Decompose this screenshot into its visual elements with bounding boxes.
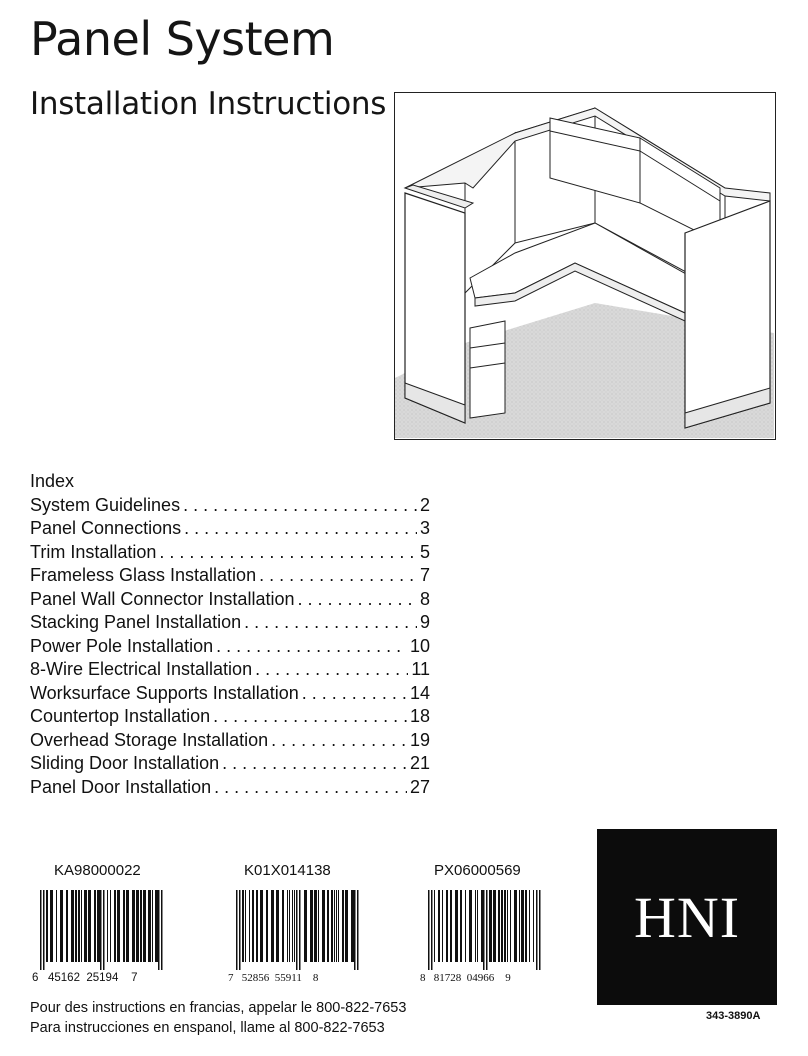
upc-digits: 7 52856 55911 8 [228, 972, 319, 984]
barcode-bar [450, 890, 452, 962]
barcode-code: PX06000569 [434, 862, 521, 879]
barcode-3 [420, 862, 580, 992]
upc-digits: 6 45162 25194 7 [32, 972, 138, 984]
index [30, 470, 430, 799]
barcode-bar [477, 890, 478, 962]
barcode-guard-bar [161, 890, 163, 970]
index-entry [30, 682, 430, 706]
barcode-bar [97, 890, 100, 962]
index-entry-label: Power Pole Installation [30, 635, 214, 656]
hni-logo [597, 829, 777, 1005]
index-entry-page: 8 [419, 588, 430, 609]
barcode-bars [228, 890, 368, 970]
barcode-bar [242, 890, 244, 962]
barcode-guard-bar [486, 890, 488, 970]
cubicle-illustration [394, 92, 776, 440]
index-entry-page: 11 [411, 659, 430, 679]
barcode-bar [521, 890, 524, 962]
barcode-2 [228, 862, 388, 992]
index-entry-page: 14 [409, 682, 430, 703]
barcode-bar [117, 890, 120, 962]
barcode-bar [334, 890, 335, 962]
index-entry-label: Stacking Panel Installation [30, 612, 242, 632]
index-entry-leader [184, 517, 417, 541]
index-entry-page: 18 [409, 706, 430, 726]
index-entry-leader [159, 541, 417, 565]
index-entry-leader [222, 752, 407, 776]
index-entry-page: 21 [409, 753, 430, 773]
index-entry-label: Trim Installation [30, 541, 157, 562]
barcode-bar [351, 890, 354, 962]
barcode-bar [434, 890, 435, 962]
barcode-bar [282, 890, 284, 962]
barcode-bars [420, 890, 550, 970]
barcode-bar [331, 890, 333, 962]
barcode-bar [345, 890, 348, 962]
barcode-bar [489, 890, 492, 962]
barcode-bar [94, 890, 96, 962]
barcode-bar [519, 890, 520, 962]
barcode-bar [438, 890, 440, 962]
barcode-bar [465, 890, 466, 962]
index-entry [30, 635, 430, 659]
barcode-bar [78, 890, 80, 962]
barcode-bar [249, 890, 250, 962]
barcode-bar [245, 890, 246, 962]
barcode-bar [71, 890, 74, 962]
upc-digits: 8 81728 04966 9 [420, 972, 511, 984]
barcode-bar [46, 890, 48, 962]
barcode-guard-bar [236, 890, 238, 970]
index-entry-page: 5 [419, 541, 430, 562]
barcode-bar [256, 890, 258, 962]
french-instructions: Pour des instructions en francias, appelar le 800-822-7653 [30, 1000, 407, 1016]
barcode-bar [481, 890, 483, 962]
index-entry-label: Overhead Storage Installation [30, 729, 269, 750]
index-entry-page: 7 [419, 565, 430, 585]
barcode-bar [287, 890, 288, 962]
index-entry [30, 752, 430, 776]
index-entry-page: 3 [419, 518, 430, 538]
barcode-bar [336, 890, 337, 962]
barcode-guard-bar [354, 890, 356, 970]
barcode-bar [266, 890, 268, 962]
document-title: Panel System [30, 12, 335, 66]
barcode-bar [342, 890, 344, 962]
index-entry-page: 27 [409, 776, 430, 797]
index-entry [30, 494, 430, 518]
index-entry [30, 705, 430, 729]
barcode-bar [155, 890, 158, 962]
barcode-guard-bar [103, 890, 105, 970]
index-entry [30, 776, 430, 800]
barcode-bar [510, 890, 511, 962]
barcode-bar [314, 890, 317, 962]
index-entry-page: 9 [419, 612, 430, 632]
barcode-bar [136, 890, 139, 962]
barcode-bar [289, 890, 290, 962]
barcode-bar [514, 890, 517, 962]
index-entry-page: 10 [409, 635, 430, 656]
barcode-bar [460, 890, 462, 962]
barcode-bar [56, 890, 57, 962]
index-heading: Index [30, 471, 75, 491]
barcode-bar [446, 890, 448, 962]
barcode-guard-bar [100, 890, 102, 970]
barcode-bar [533, 890, 534, 962]
index-entry-leader [297, 588, 417, 612]
barcode-bar [152, 890, 153, 962]
barcode-bar [304, 890, 307, 962]
index-entry-label: Panel Wall Connector Installation [30, 588, 295, 609]
index-entry-leader [183, 494, 417, 518]
barcode-bar [110, 890, 111, 962]
barcode-bar [338, 890, 339, 962]
barcode-bar [529, 890, 530, 962]
barcode-guard-bar [43, 890, 45, 970]
barcode-guard-bar [539, 890, 541, 970]
index-entry-label: Frameless Glass Installation [30, 565, 257, 585]
barcode-bar [126, 890, 129, 962]
barcode-bar [276, 890, 279, 962]
barcode-bar [75, 890, 77, 962]
barcode-bar [310, 890, 313, 962]
index-entry-leader [214, 776, 407, 800]
barcode-bar [322, 890, 325, 962]
barcode-guard-bar [296, 890, 298, 970]
barcode-bar [114, 890, 116, 962]
barcode-bar [525, 890, 527, 962]
barcode-guard-bar [357, 890, 359, 970]
index-entry-leader [255, 658, 408, 682]
barcode-bar [501, 890, 503, 962]
barcode-1 [32, 862, 192, 992]
index-entry [30, 517, 430, 541]
barcode-bar [123, 890, 125, 962]
spanish-instructions: Para instrucciones en enspanol, llame al 800-822-7653 [30, 1020, 385, 1036]
barcode-bar [50, 890, 53, 962]
index-entry-page: 2 [419, 494, 430, 515]
index-entry-label: Panel Connections [30, 518, 182, 538]
index-entry [30, 611, 430, 635]
index-entry-leader [213, 705, 407, 729]
barcode-code: KA98000022 [54, 862, 141, 879]
barcode-bar [260, 890, 263, 962]
barcode-bar [132, 890, 135, 962]
barcode-bar [66, 890, 68, 962]
barcode-bar [507, 890, 508, 962]
barcode-bar [148, 890, 151, 962]
barcode-code: K01X014138 [244, 862, 331, 879]
barcode-bar [81, 890, 82, 962]
index-entry-label: Sliding Door Installation [30, 753, 220, 773]
barcode-bars [32, 890, 172, 970]
barcode-guard-bar [299, 890, 301, 970]
index-entry [30, 729, 430, 753]
index-entry [30, 658, 430, 682]
barcode-bar [318, 890, 319, 962]
barcode-bar [327, 890, 329, 962]
index-entry-leader [302, 682, 407, 706]
barcode-bar [469, 890, 472, 962]
barcode-bar [493, 890, 496, 962]
barcode-bar [107, 890, 108, 962]
barcode-bar [143, 890, 146, 962]
index-entry-label: 8-Wire Electrical Installation [30, 659, 253, 679]
barcode-bar [88, 890, 91, 962]
barcode-guard-bar [158, 890, 160, 970]
barcode-bar [294, 890, 295, 962]
barcode-bar [442, 890, 443, 962]
barcode-bar [498, 890, 500, 962]
barcode-bar [252, 890, 254, 962]
barcode-bar [140, 890, 142, 962]
index-entry-leader [271, 729, 407, 753]
document-number: 343-3890A [706, 1010, 761, 1022]
barcode-guard-bar [428, 890, 430, 970]
index-entry-label: Panel Door Installation [30, 776, 212, 797]
index-entry-label: Worksurface Supports Installation [30, 682, 299, 703]
index-entry-leader [244, 611, 417, 635]
index-entry-leader [216, 635, 407, 659]
barcode-bar [475, 890, 476, 962]
barcode-guard-bar [536, 890, 538, 970]
index-entry [30, 564, 430, 588]
barcode-guard-bar [40, 890, 42, 970]
index-entry-leader [259, 564, 417, 588]
barcode-bar [84, 890, 87, 962]
index-entry [30, 588, 430, 612]
barcode-guard-bar [431, 890, 433, 970]
index-entry-label: System Guidelines [30, 494, 181, 515]
barcode-guard-bar [483, 890, 485, 970]
barcode-bar [60, 890, 63, 962]
index-entry-label: Countertop Installation [30, 706, 211, 726]
barcode-bar [292, 890, 293, 962]
barcode-bar [504, 890, 506, 962]
barcode-bar [455, 890, 458, 962]
pedestal [470, 321, 505, 418]
index-entry [30, 541, 430, 565]
index-entry-page: 19 [409, 729, 430, 750]
cubicle-drawing [395, 93, 774, 438]
barcode-bar [271, 890, 274, 962]
logo-text: HNI [633, 884, 741, 950]
document-subtitle: Installation Instructions [30, 86, 387, 122]
barcode-guard-bar [239, 890, 241, 970]
